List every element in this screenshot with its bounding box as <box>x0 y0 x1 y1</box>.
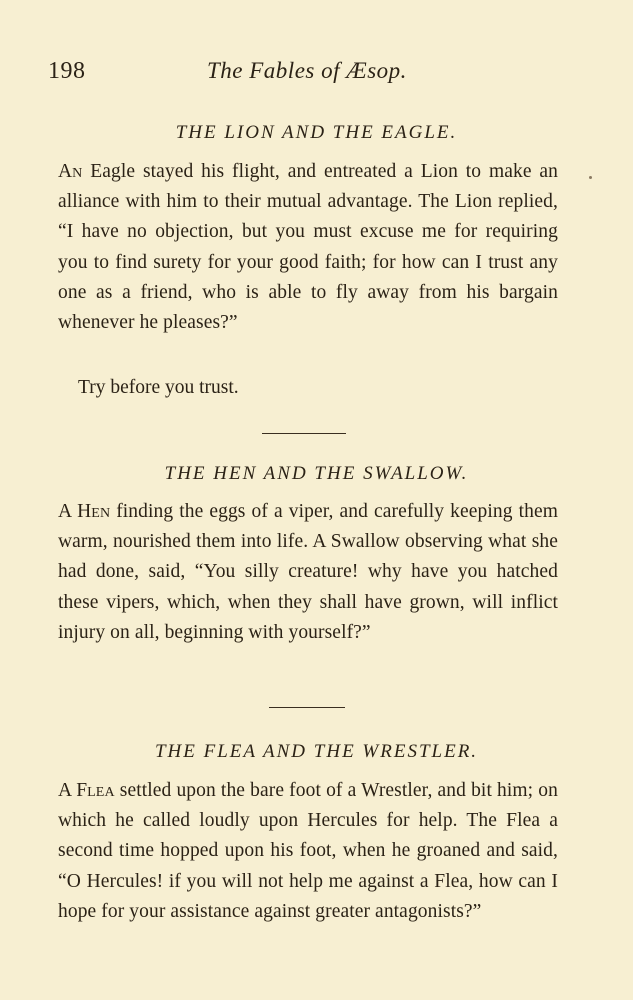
fable-title-hen-swallow: THE HEN AND THE SWALLOW. <box>164 463 469 484</box>
fable-title-lion-eagle: THE LION AND THE EAGLE. <box>175 122 458 143</box>
page-header <box>48 58 568 88</box>
lead-word: A Hen <box>58 501 111 522</box>
fable-body: Eagle stayed his flight, and entreated a Lion to make an alliance with him to their mutual advantage. The Lion replied, “I have no objection, but you must excuse me for requiring you to find surety for your good faith; for how can I trust any one as a friend, who is able to fly away from his bargain whenever he pleases?” <box>58 161 558 334</box>
fable-text-lion-eagle <box>58 157 558 338</box>
fable-text-hen-swallow <box>58 497 558 648</box>
lead-word: An <box>58 161 83 182</box>
page-number: 198 <box>48 58 86 84</box>
fable-title-flea-wrestler: THE FLEA AND THE WRESTLER. <box>154 741 479 762</box>
margin-speck <box>589 176 592 179</box>
running-title: The Fables of Æsop. <box>207 58 407 83</box>
fable-text-flea-wrestler <box>58 776 558 927</box>
fable-body: finding the eggs of a viper, and carefully keeping them warm, nourished them into life. A Swallow observing what she had done, said, “You silly creature! why have you hatched these vipers, which, when they shall have grown, will inflict injury on all, beginning with yourself?” <box>58 501 558 643</box>
fable-body: settled upon the bare foot of a Wrestler, and bit him; on which he called loudly upon Hercules for help. The Flea a second time hopped upon his foot, when he groaned and said, “O Hercules! if you will not help me against a Flea, how can I hope for your assistance against greater antagonists?” <box>58 780 558 922</box>
section-divider <box>262 433 346 434</box>
fable-moral: Try before you trust. <box>78 377 239 398</box>
section-divider <box>269 707 345 708</box>
lead-word: A Flea <box>58 780 115 801</box>
